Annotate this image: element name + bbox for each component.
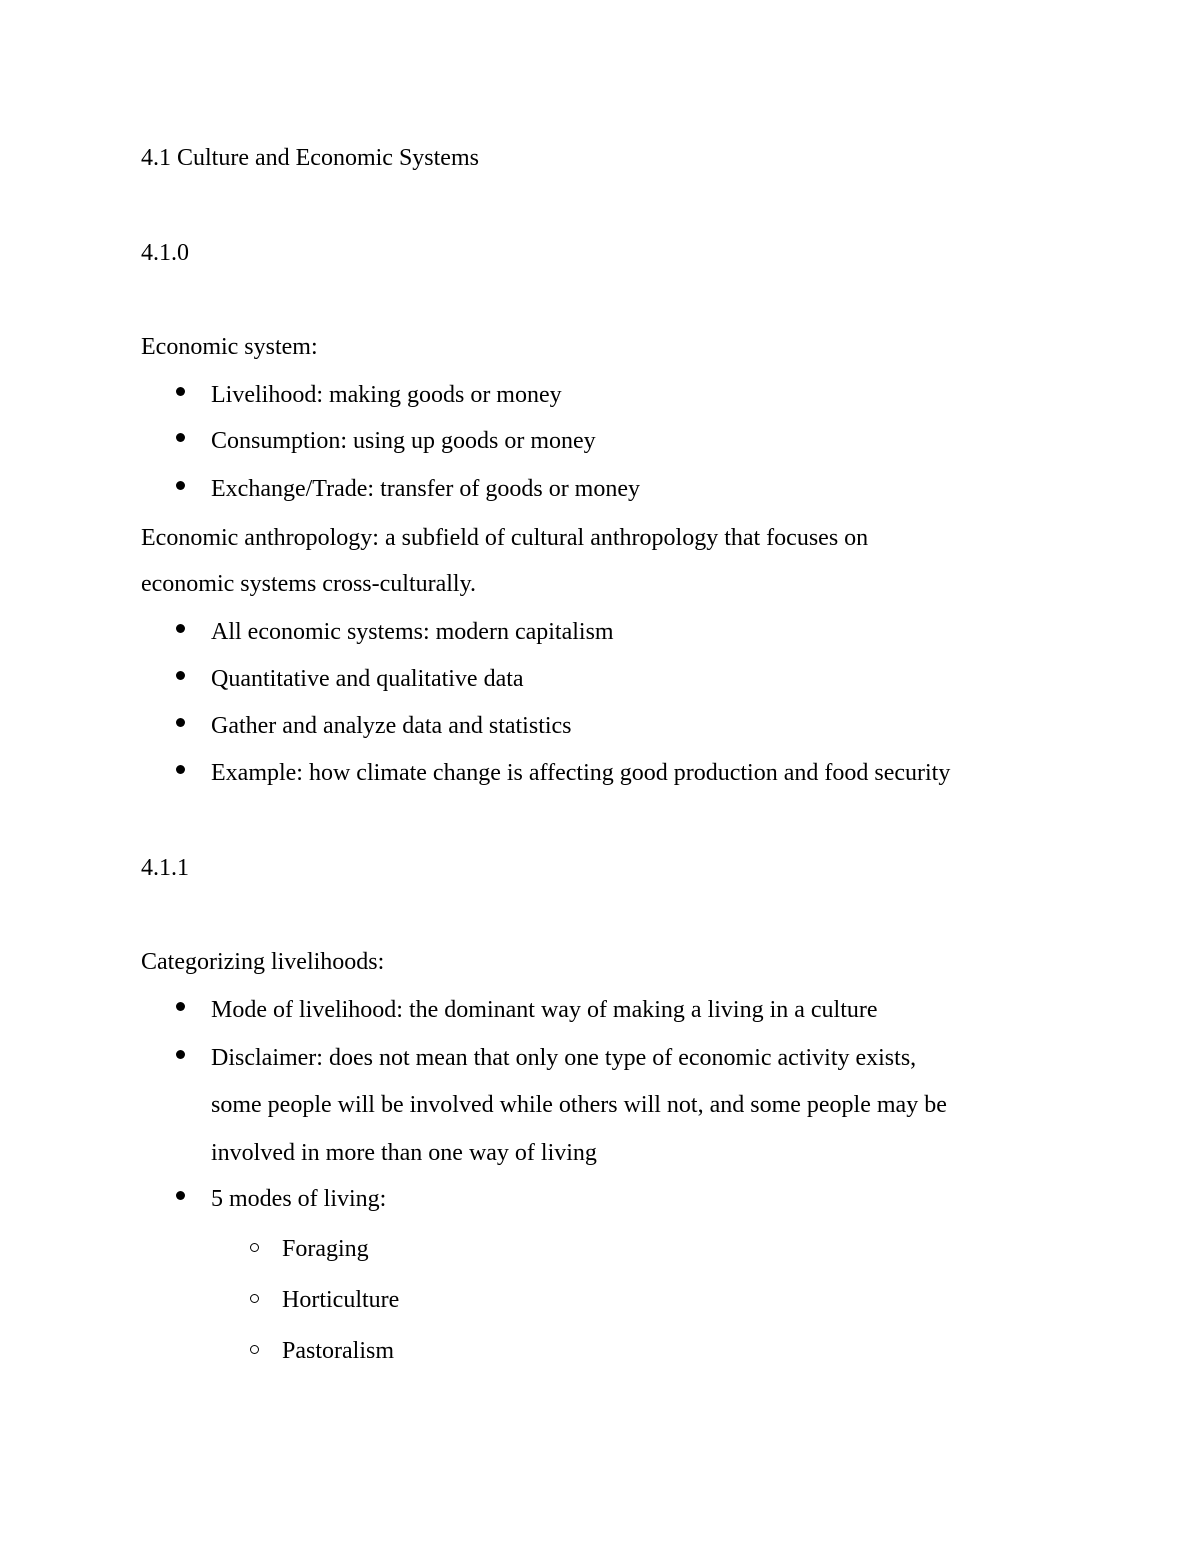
bullet-icon — [176, 624, 185, 633]
section-heading: Categorizing livelihoods: — [141, 949, 385, 975]
document-title: 4.1 Culture and Economic Systems — [141, 145, 479, 171]
bullet-icon — [176, 387, 185, 396]
list-item: Gather and analyze data and statistics — [211, 713, 572, 739]
section-heading: Economic system: — [141, 334, 318, 360]
circle-bullet-icon — [250, 1345, 259, 1354]
bullet-icon — [176, 718, 185, 727]
bullet-icon — [176, 1050, 185, 1059]
list-item: 5 modes of living: — [211, 1186, 387, 1212]
sub-list-item: Horticulture — [282, 1287, 400, 1313]
sub-list-item: Pastoralism — [282, 1338, 394, 1364]
list-item: Mode of livelihood: the dominant way of making a living in a culture — [211, 997, 878, 1023]
list-item: Quantitative and qualitative data — [211, 666, 524, 692]
list-item-continuation: involved in more than one way of living — [211, 1140, 597, 1166]
section-number: 4.1.0 — [141, 240, 189, 266]
list-item-continuation: some people will be involved while others will not, and some people may be — [211, 1092, 947, 1118]
list-item: Livelihood: making goods or money — [211, 382, 562, 408]
bullet-icon — [176, 1191, 185, 1200]
bullet-icon — [176, 481, 185, 490]
circle-bullet-icon — [250, 1294, 259, 1303]
list-item: Exchange/Trade: transfer of goods or money — [211, 476, 640, 502]
bullet-icon — [176, 671, 185, 680]
bullet-icon — [176, 1002, 185, 1011]
bullet-icon — [176, 433, 185, 442]
circle-bullet-icon — [250, 1243, 259, 1252]
list-item: Consumption: using up goods or money — [211, 428, 596, 454]
paragraph-line: Economic anthropology: a subfield of cultural anthropology that focuses on — [141, 525, 869, 551]
list-item: Disclaimer: does not mean that only one type of economic activity exists, — [211, 1045, 917, 1071]
list-item: Example: how climate change is affecting good production and food security — [211, 760, 951, 786]
bullet-icon — [176, 765, 185, 774]
list-item: All economic systems: modern capitalism — [211, 619, 614, 645]
sub-list-item: Foraging — [282, 1236, 369, 1262]
paragraph-line: economic systems cross-culturally. — [141, 571, 477, 597]
section-number: 4.1.1 — [141, 855, 189, 881]
